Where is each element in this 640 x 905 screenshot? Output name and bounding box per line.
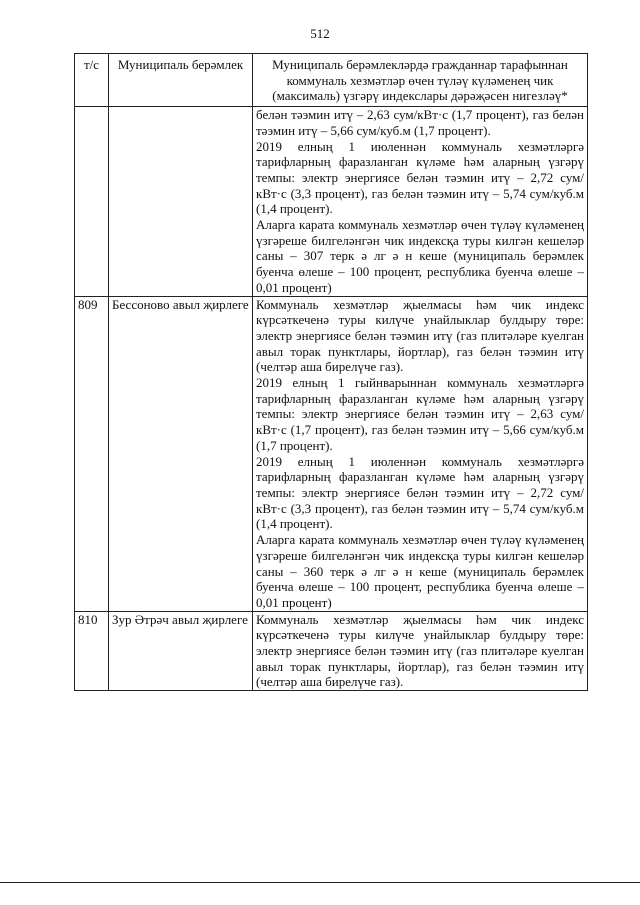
description-paragraph: 2019 елның 1 гыйнварыннан коммуналь хезмәтләргә тарифларның фаразланган күләме һәм аларның үзгәрү темпы: электр энергиясе белән тәэмин итү – 2,63 сум/кВт·с (1,7 процент), газ белән тәэмин итү – 5,66 сум/куб.м (1,7 процент).: [256, 375, 584, 453]
page-number: 512: [310, 26, 330, 41]
description-paragraph: Коммуналь хезмәтләр җыелмасы һәм чик индекс күрсәткеченә туры килүче унайлыклар булдыру төре: электр энергиясе белән тәэмин итү (газ плитәләре куелган авыл торак пунктлары, йортлар), газ белән тәэмин итү (челтәр аша бирелүче газ).: [256, 611, 584, 690]
table-row: [75, 611, 588, 691]
description-paragraph: Аларга карата коммуналь хезмәтләр өчен түләү күләменең үзгәреше билгеләнгән чик индексқа туры килгән кешеләр саны – 307 терк ә лг ә н кеше (муниципаль берәмлек буенча өлеше – 100 процент, республика буенча өлеше – 0,01 процент): [256, 217, 584, 295]
row-number: [75, 107, 109, 296]
row-description: [253, 611, 588, 691]
row-municipality: Бессоново авыл җирлеге: [109, 296, 253, 611]
table-header-row: [75, 54, 588, 107]
row-number: 810: [75, 611, 109, 691]
description-paragraph: Аларга карата коммуналь хезмәтләр өчен түләү күләменең үзгәреше билгеләнгән чик индексқа туры килгән кешеләр саны – 360 терк ә лг ә н кеше (муниципаль берәмлек буенча өлеше – 100 процент, республика буенча өлеше – 0,01 процент): [256, 532, 584, 610]
header-municipality: Муниципаль берәмлек: [109, 54, 253, 107]
row-number: 809: [75, 296, 109, 611]
table-row: [75, 296, 588, 611]
header-number: т/с: [75, 54, 109, 107]
table-row: [75, 107, 588, 296]
header-justification: Муниципаль берәмлекләрдә гражданнар тарафыннан коммуналь хезмәтләр өчен түләү күләменең чик (максималь) үзгәрү индекслары дәрәҗәсен нигезләү*: [253, 54, 588, 107]
tariff-table: [74, 53, 588, 691]
description-paragraph: белән тәэмин итү – 2,63 сум/кВт·с (1,7 процент), газ белән тәэмин итү – 5,66 сум/куб.м (1,7 процент).: [256, 107, 584, 138]
row-municipality: [109, 107, 253, 296]
description-paragraph: 2019 елның 1 июленнән коммуналь хезмәтләргә тарифларның фаразланган күләме һәм аларның үзгәрү темпы: электр энергиясе белән тәэмин итү – 2,72 сум/кВт·с (3,3 процент), газ белән тәэмин итү – 5,74 сум/куб.м (1,4 процент).: [256, 138, 584, 217]
page-bottom-rule: [0, 882, 640, 883]
row-description: [253, 107, 588, 296]
row-description: [253, 296, 588, 611]
row-municipality: Зур Әтрәч авыл җирлеге: [109, 611, 253, 691]
description-paragraph: Коммуналь хезмәтләр җыелмасы һәм чик индекс күрсәткеченә туры килүче унайлыклар булдыру төре: электр энергиясе белән тәэмин итү (газ плитәләре куелган авыл торак пунктлары, йортлар), газ белән тәэмин итү (челтәр аша бирелүче газ).: [256, 296, 584, 375]
description-paragraph: 2019 елның 1 июленнән коммуналь хезмәтләргә тарифларның фаразланган күләме һәм аларның үзгәрү темпы: электр энергиясе белән тәэмин итү – 2,72 сум/кВт·с (3,3 процент), газ белән тәэмин итү – 5,74 сум/куб.м (1,4 процент).: [256, 453, 584, 532]
